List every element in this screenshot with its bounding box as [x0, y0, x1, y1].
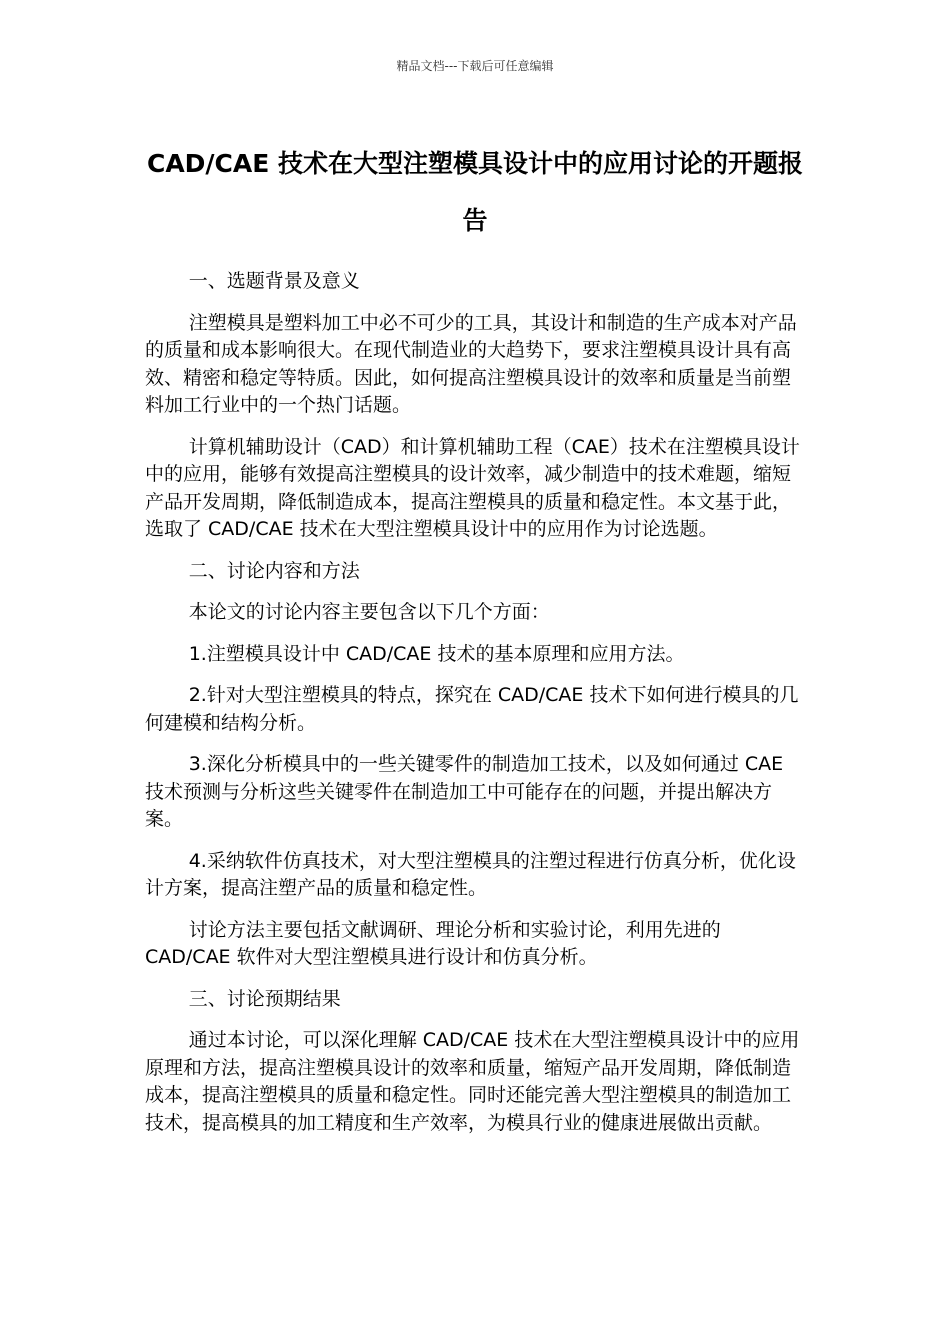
list-item-3: 3.深化分析模具中的一些关键零件的制造加工技术，以及如何通过 CAE 技术预测与分析这些关键零件在制造加工中可能存在的问题，并提出解决方案。	[145, 753, 784, 830]
list-item-4: 4.采纳软件仿真技术，对大型注塑模具的注塑过程进行仿真分析，优化设计方案，提高注塑产品的质量和稳定性。	[145, 849, 796, 899]
section-heading-content: 二、讨论内容和方法	[188, 559, 360, 582]
paragraph-methods: 讨论方法主要包括文献调研、理论分析和实验讨论，利用先进的 CAD/CAE 软件对大型注塑模具进行设计和仿真分析。	[145, 918, 721, 968]
paragraph-background-2: 计算机辅助设计（CAD）和计算机辅助工程（CAE）技术在注塑模具设计中的应用，能够有效提高注塑模具的设计效率，减少制造中的技术难题，缩短产品开发周期，降低制造成本，提高注塑模具的质量和稳定性。本文基于此，选取了 CAD/CAE 技术在大型注塑模具设计中的应用作为讨论选题。	[145, 435, 800, 540]
paragraph-background-1: 注塑模具是塑料加工中必不可少的工具，其设计和制造的生产成本对产品的质量和成本影响很大。在现代制造业的大趋势下，要求注塑模具设计具有高效、精密和稳定等特质。因此，如何提高注塑模具设计的效率和质量是当前塑料加工行业中的一个热门话题。	[145, 311, 797, 416]
paragraph-results: 通过本讨论，可以深化理解 CAD/CAE 技术在大型注塑模具设计中的应用原理和方法，提高注塑模具设计的效率和质量，缩短产品开发周期，降低制造成本，提高注塑模具的质量和稳定性。同时还能完善大型注塑模具的制造加工技术，提高模具的加工精度和生产效率，为模具行业的健康进展做出贡献。	[145, 1029, 800, 1134]
paragraph-content-intro: 本论文的讨论内容主要包含以下几个方面：	[188, 601, 550, 623]
document-title: CAD/CAE 技术在大型注塑模具设计中的应用讨论的开题报告	[146, 149, 804, 235]
section-heading-results: 三、讨论预期结果	[188, 987, 341, 1010]
document-body	[145, 268, 807, 1151]
list-item-1: 1.注塑模具设计中 CAD/CAE 技术的基本原理和应用方法。	[188, 642, 685, 665]
list-item-2: 2.针对大型注塑模具的特点，探究在 CAD/CAE 技术下如何进行模具的几何建模和结构分析。	[145, 684, 799, 734]
section-heading-background: 一、选题背景及意义	[188, 270, 360, 292]
page-header: 精品文档---下载后可任意编辑	[396, 59, 554, 73]
